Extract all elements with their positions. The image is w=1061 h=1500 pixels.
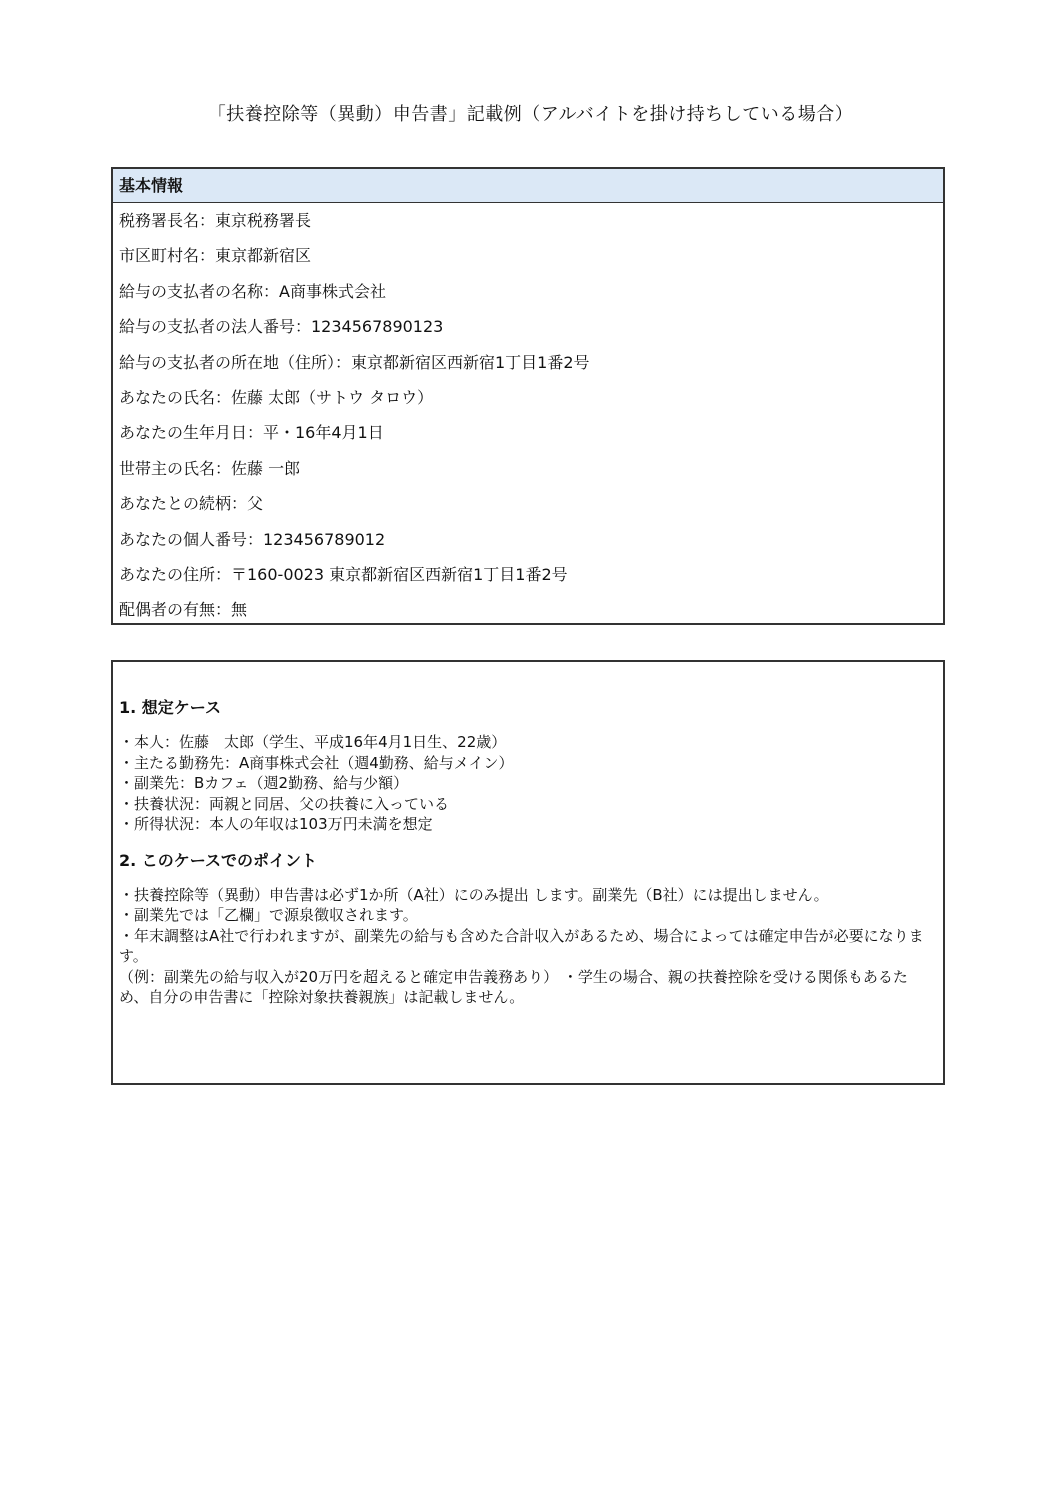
basic-info-list — [113, 203, 943, 628]
info-row-tax-office: 税務署長名：東京税務署長 — [119, 211, 312, 230]
info-row-personal-number: あなたの個人番号：123456789012 — [119, 529, 386, 549]
basic-info-header: 基本情報 — [113, 169, 943, 203]
info-row-payer-name: 給与の支払者の名称：A商事株式会社 — [119, 281, 386, 301]
basic-info-table — [111, 167, 945, 625]
case-description-box — [111, 660, 945, 1085]
list-item: ・本人：佐藤 太郎（学生、平成16年4月1日生、22歳） — [119, 733, 507, 751]
info-row-relationship: あなたとの続柄：父 — [119, 494, 264, 514]
info-row-your-name: あなたの氏名：佐藤 太郎（サトウ タロウ） — [119, 387, 434, 407]
assumed-case-list — [119, 732, 937, 835]
info-row-payer-corporate-number: 給与の支払者の法人番号：1234567890123 — [119, 317, 444, 337]
list-item: ・扶養状況：両親と同居、父の扶養に入っている — [119, 794, 450, 813]
info-row-spouse: 配偶者の有無：無 — [119, 600, 248, 620]
info-row-householder-name: 世帯主の氏名：佐藤 一郎 — [119, 458, 301, 478]
info-row-birthdate: あなたの生年月日：平・16年4月1日 — [119, 423, 384, 443]
point-paragraph: ・副業先では「乙欄」で源泉徴収されます。 — [119, 906, 418, 924]
info-row-municipality: 市区町村名：東京都新宿区 — [119, 246, 312, 266]
section-heading-points: 2. このケースでのポイント — [119, 850, 317, 870]
section-heading-assumed-case: 1. 想定ケース — [119, 698, 221, 717]
points-list — [119, 885, 937, 1008]
list-item: ・副業先：Bカフェ（週2勤務、給与少額） — [119, 774, 409, 792]
list-item: ・所得状況：本人の年収は103万円未満を想定 — [119, 815, 433, 833]
list-item: ・主たる勤務先：A商事株式会社（週4勤務、給与メイン） — [119, 753, 514, 772]
document-title: 「扶養控除等（異動）申告書」記載例（アルバイトを掛け持ちしている場合） — [207, 104, 854, 125]
point-paragraph: （例：副業先の給与収入が20万円を超えると確定申告義務あり） ・学生の場合、親の扶養控除を受ける関係もあるため、自分の申告書に「控除対象扶養親族」は記載しません。 — [119, 967, 908, 1006]
point-paragraph: ・扶養控除等（異動）申告書は必ず1か所（A社）にのみ提出 します。副業先（B社）には提出しません。 — [119, 885, 829, 904]
info-row-payer-address: 給与の支払者の所在地（住所）：東京都新宿区西新宿1丁目1番2号 — [119, 352, 590, 372]
point-paragraph: ・年末調整はA社で行われますが、副業先の給与も含めた合計収入があるため、場合によっては確定申告が必要になります。 — [119, 926, 924, 965]
info-row-your-address: あなたの住所：〒160-0023 東京都新宿区西新宿1丁目1番2号 — [119, 564, 568, 584]
